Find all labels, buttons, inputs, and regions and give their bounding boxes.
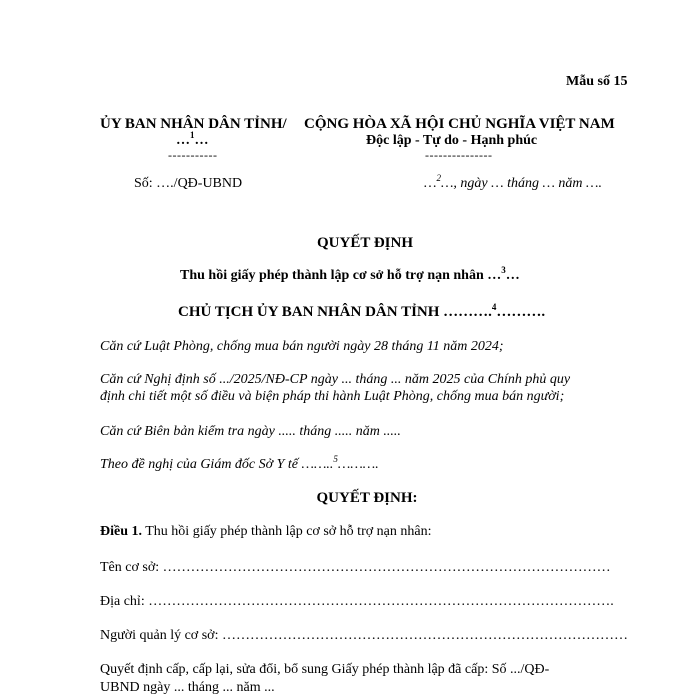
basis-decree-line2: định chi tiết một số điều và biện pháp thi hành Luật Phòng, chống mua bán người; (100, 389, 565, 404)
field-facility-name: Tên cơ sở: …………………………………………………………………………………… (100, 560, 611, 575)
article-1-label: Điều 1. (100, 524, 142, 539)
left-divider: ----------- (168, 148, 218, 162)
decision-heading: QUYẾT ĐỊNH: (316, 490, 418, 506)
document-subtitle: Thu hồi giấy phép thành lập cơ sở hỗ trợ nạn nhân …$^3$… (180, 265, 520, 283)
right-divider: --------------- (425, 148, 493, 162)
field-license-line2: UBND ngày ... tháng ... năm ... (100, 680, 275, 695)
field-manager: Người quản lý cơ sở: …………………………………………………………………………… (100, 628, 628, 643)
basis-decree-line1: Căn cứ Nghị định số .../2025/NĐ-CP ngày ... tháng ... năm 2025 của Chính phủ quy (100, 372, 571, 387)
authority-placeholder: …$^1$… (176, 130, 209, 148)
document-title: QUYẾT ĐỊNH (317, 235, 413, 251)
document-date: …$^2$…, ngày … tháng … năm …. (424, 173, 602, 191)
national-title: CỘNG HÒA XÃ HỘI CHỦ NGHĨA VIỆT NAM (304, 116, 615, 132)
basis-law: Căn cứ Luật Phòng, chống mua bán người ngày 28 tháng 11 năm 2024; (100, 339, 504, 354)
issuing-chairman: CHỦ TỊCH ỦY BAN NHÂN DÂN TỈNH ……….$^4$………. (178, 302, 546, 320)
basis-inspection: Căn cứ Biên bản kiểm tra ngày ..... tháng ..... năm ..... (100, 424, 401, 439)
field-address: Địa chỉ: ………………………………………………………………………………………. (100, 594, 614, 609)
basis-proposal: Theo đề nghị của Giám đốc Sở Y tế ……..$^5$………. (100, 454, 379, 472)
form-number: Mẫu số 15 (566, 74, 628, 89)
field-license-line1: Quyết định cấp, cấp lại, sửa đổi, bổ sung Giấy phép thành lập đã cấp: Số .../QĐ- (100, 662, 550, 677)
national-motto: Độc lập - Tự do - Hạnh phúc (366, 133, 538, 148)
issuing-authority: ỦY BAN NHÂN DÂN TỈNH/ (100, 116, 287, 132)
document-number: Số: …./QĐ-UBND (134, 176, 243, 191)
article-1-text: Thu hồi giấy phép thành lập cơ sở hỗ trợ nạn nhân: (142, 524, 432, 539)
article-1 (100, 524, 431, 540)
